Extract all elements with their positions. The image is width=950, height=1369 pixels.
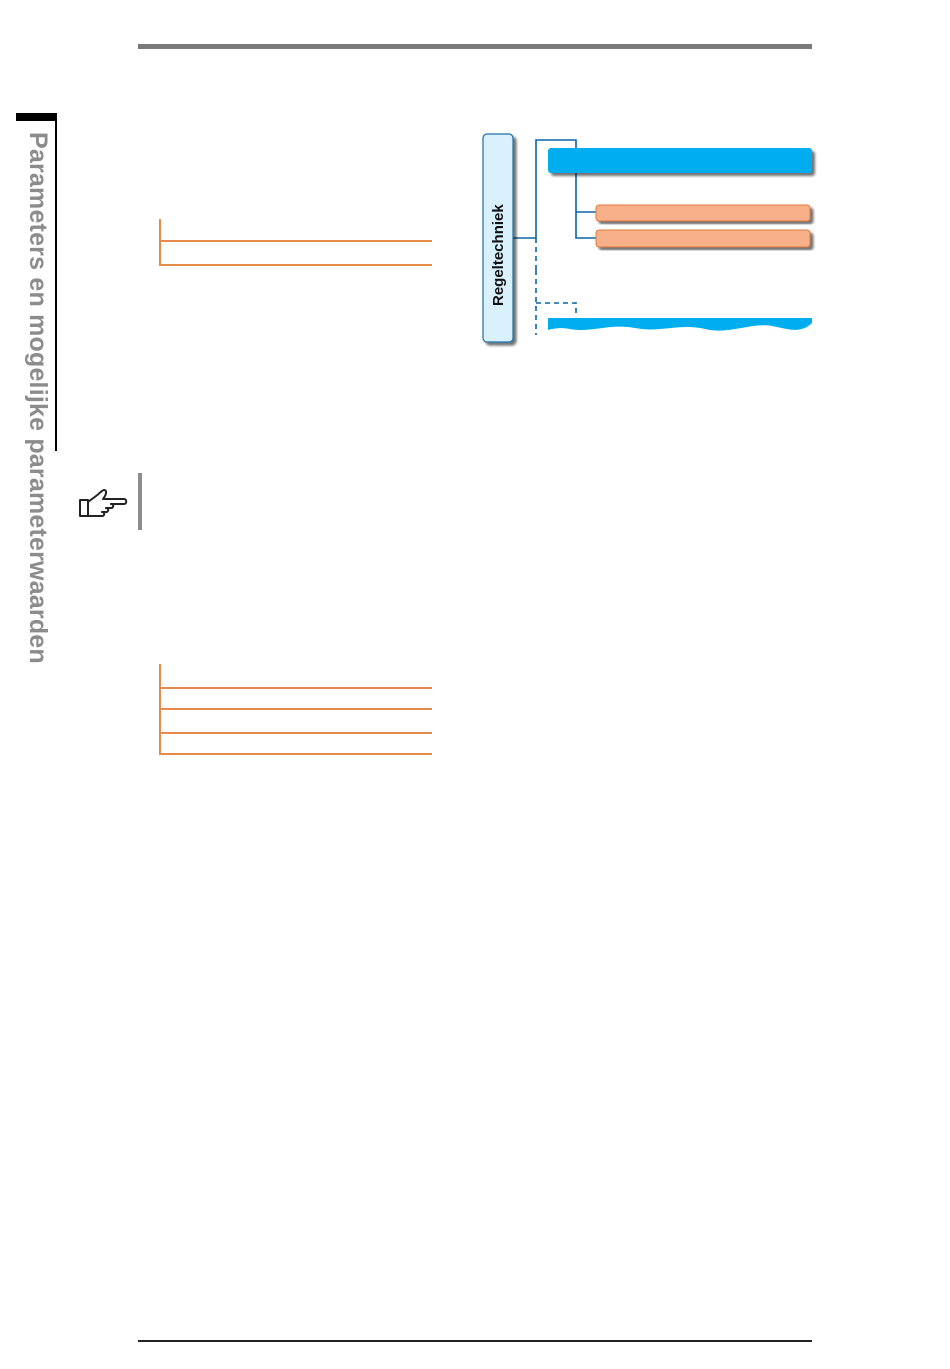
diagram-root-node	[483, 134, 513, 342]
table-row	[159, 689, 432, 710]
diagram-wavy-bar	[548, 318, 812, 331]
table-row	[159, 219, 432, 242]
header-rule	[138, 44, 812, 49]
parameter-table-lower	[159, 664, 432, 755]
table-row	[159, 664, 432, 689]
table-row	[159, 242, 432, 266]
diagram-orange-bar	[596, 230, 810, 247]
side-tab-title: Parameters en mogelijke parameterwaarden	[24, 132, 52, 664]
side-tab-marker	[16, 113, 56, 121]
menu-structure-diagram	[480, 130, 820, 350]
parameter-table-upper	[159, 219, 432, 266]
table-row	[159, 710, 432, 734]
diagram-root-label: Regeltechniek	[490, 204, 507, 306]
diagram-orange-bar	[596, 205, 810, 221]
note-bar	[138, 473, 142, 530]
diagram-svg	[480, 130, 820, 350]
diagram-blue-bar	[548, 148, 812, 173]
pointing-hand-icon	[78, 486, 130, 520]
footer-rule	[138, 1340, 812, 1342]
table-row	[159, 734, 432, 755]
